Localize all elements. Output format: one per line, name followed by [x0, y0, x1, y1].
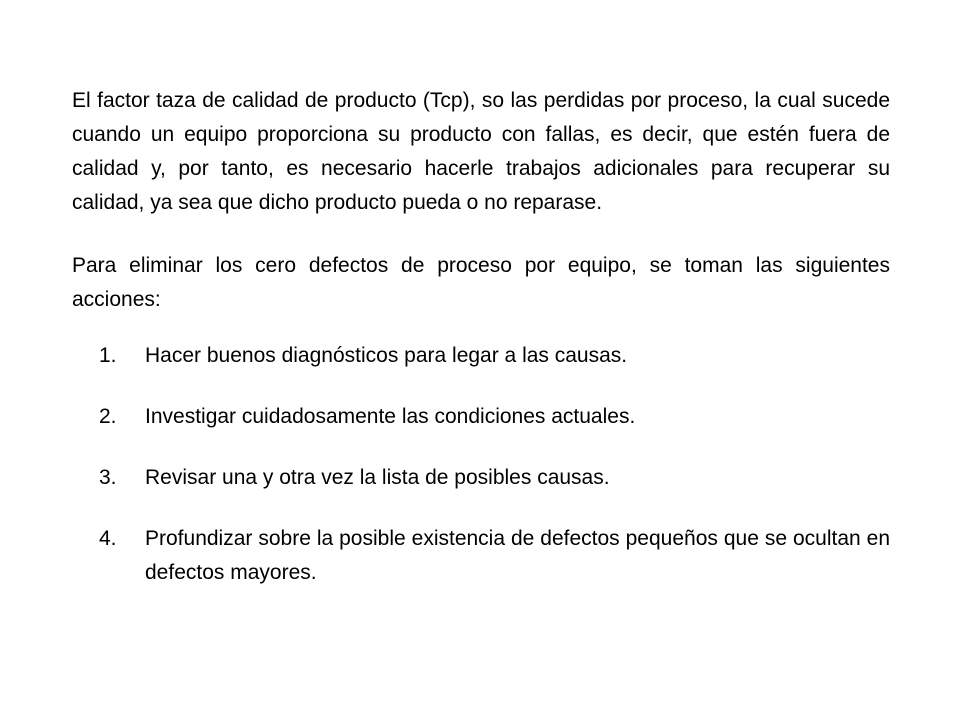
list-item-text: Revisar una y otra vez la lista de posibles causas.: [145, 466, 610, 489]
slide-content: [72, 84, 890, 617]
list-item: [72, 522, 890, 590]
list-item-text: Hacer buenos diagnósticos para legar a las causas.: [145, 344, 628, 367]
list-item-text: Investigar cuidadosamente las condiciones actuales.: [145, 405, 636, 428]
list-item-number: 3.: [99, 466, 117, 489]
list-item-text: Profundizar sobre la posible existencia de defectos pequeños que se ocultan en defectos mayores.: [145, 527, 890, 584]
actions-list: [72, 339, 890, 590]
list-item-number: 2.: [99, 405, 117, 428]
list-item: [72, 400, 890, 434]
list-item: [72, 339, 890, 373]
list-item-number: 1.: [99, 344, 117, 367]
list-item: [72, 461, 890, 495]
list-item-number: 4.: [99, 527, 117, 550]
paragraph-tcp-definition: El factor taza de calidad de producto (Tcp), so las perdidas por proceso, la cual sucede cuando un equipo proporciona su producto con fallas, es decir, que estén fuera de calidad y, por tanto, es necesario hacerle trabajos adicionales para recuperar su calidad, ya sea que dicho producto pueda o no reparase.: [72, 89, 890, 214]
paragraph-actions-intro: Para eliminar los cero defectos de proceso por equipo, se toman las siguientes acciones:: [72, 254, 890, 311]
